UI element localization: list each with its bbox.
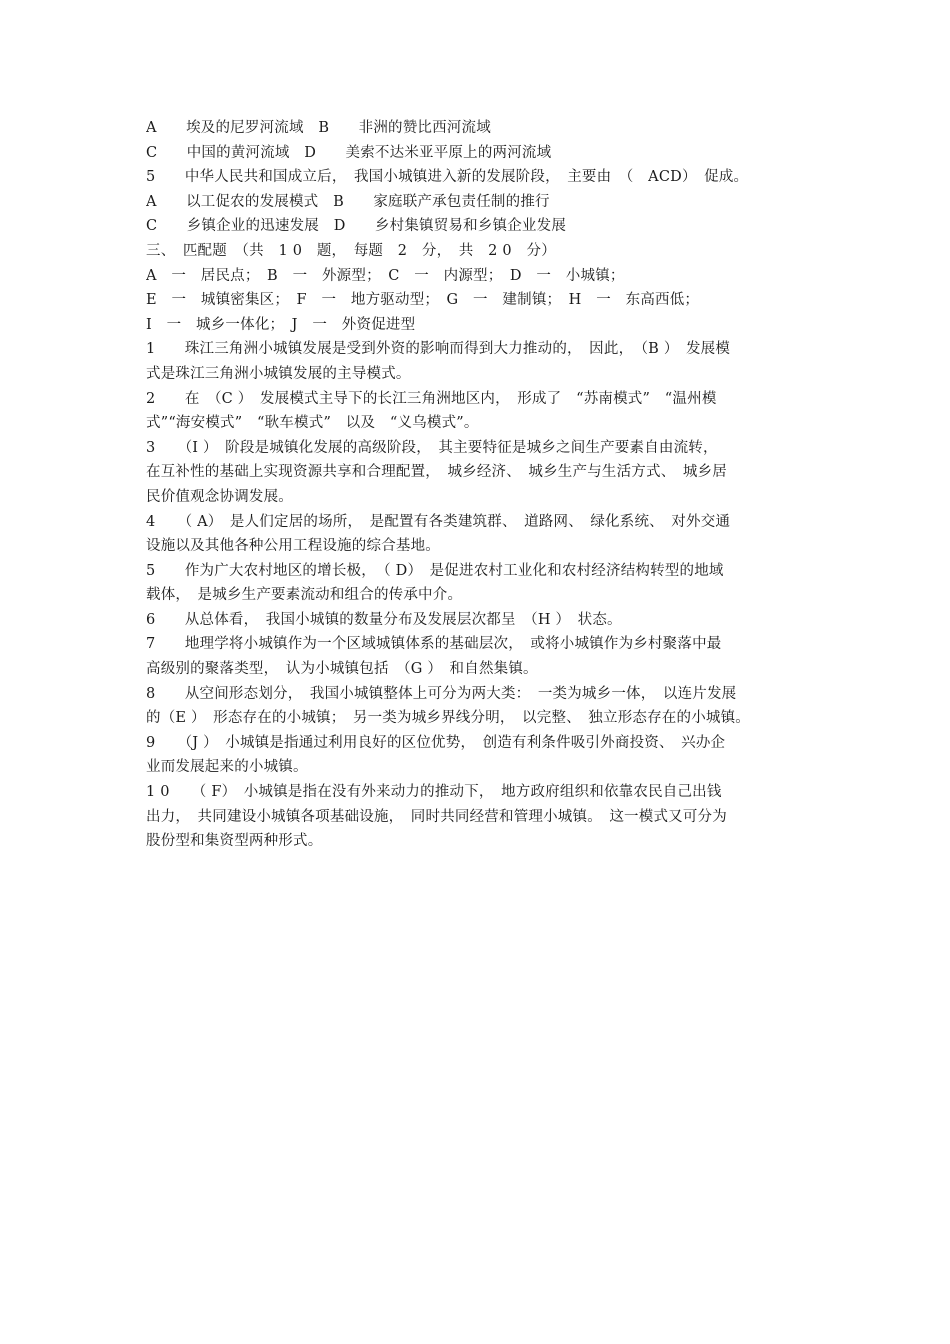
paragraph-line: 在互补性的基础上实现资源共享和合理配置， 城乡经济、 城乡生产与生活方式、 城乡居 bbox=[146, 464, 727, 481]
matching-options-line-1: A 一 居民点； B 一 外源型； C 一 内源型； D 一 小城镇； bbox=[146, 267, 625, 284]
document-page bbox=[146, 116, 808, 854]
question-5: 5 中华人民共和国成立后， 我国小城镇进入新的发展阶段， 主要由 （ ACD） 促成。 bbox=[146, 169, 749, 186]
paragraph-line: 8 从空间形态划分， 我国小城镇整体上可分为两大类： 一类为城乡一体， 以连片发展 bbox=[146, 685, 737, 702]
matching-question-8 bbox=[146, 682, 808, 731]
paragraph-line: 高级别的聚落类型， 认为小城镇包括 （G ） 和自然集镇。 bbox=[146, 661, 538, 678]
paragraph-line: 式”“海安模式” “耿车模式” 以及 “义乌模式”。 bbox=[146, 415, 479, 432]
section-heading-matching: 三、 匹配题 （共 1 0 题， 每题 2 分， 共 2 0 分） bbox=[146, 242, 556, 259]
paragraph-line: 7 地理学将小城镇作为一个区域城镇体系的基础层次， 或将小城镇作为乡村聚落中最 bbox=[146, 636, 722, 653]
paragraph-line: 设施以及其他各种公用工程设施的综合基地。 bbox=[146, 538, 440, 555]
paragraph-line: 股份型和集资型两种形式。 bbox=[146, 833, 323, 850]
paragraph-line: 民价值观念协调发展。 bbox=[146, 488, 293, 505]
paragraph-line: 1 珠江三角洲小城镇发展是受到外资的影响而得到大力推动的， 因此， （B ） 发展模 bbox=[146, 341, 731, 358]
paragraph-line: 业而发展起来的小城镇。 bbox=[146, 759, 308, 776]
option-line-c-d: C 中国的黄河流域 D 美索不达米亚平原上的两河流域 bbox=[146, 144, 552, 161]
paragraph-line: 出力， 共同建设小城镇各项基础设施， 同时共同经营和管理小城镇。 这一模式又可分为 bbox=[146, 808, 727, 825]
paragraph-line: 3 （I ） 阶段是城镇化发展的高级阶段， 其主要特征是城乡之间生产要素自由流转， bbox=[146, 439, 718, 456]
matching-options-line-3: I 一 城乡一体化； J 一 外资促进型 bbox=[146, 316, 416, 333]
paragraph-line: 9 （J ） 小城镇是指通过利用良好的区位优势， 创造有利条件吸引外商投资、 兴办企 bbox=[146, 734, 726, 751]
matching-question-9 bbox=[146, 731, 808, 780]
paragraph-line: 式是珠江三角洲小城镇发展的主导模式。 bbox=[146, 365, 411, 382]
paragraph-line: 1 0 （ F） 小城镇是指在没有外来动力的推动下， 地方政府组织和依靠农民自己出钱 bbox=[146, 784, 722, 801]
matching-question-6 bbox=[146, 608, 808, 633]
matching-question-7 bbox=[146, 632, 808, 681]
matching-question-3 bbox=[146, 436, 808, 510]
matching-options-line-2: E 一 城镇密集区； F 一 地方驱动型； G 一 建制镇； H 一 东高西低； bbox=[146, 292, 700, 309]
matching-question-10 bbox=[146, 780, 808, 854]
matching-question-2 bbox=[146, 387, 808, 436]
paragraph-line: 5 作为广大农村地区的增长极， （ D） 是促进农村工业化和农村经济结构转型的地域 bbox=[146, 562, 724, 579]
option-line-a-b: A 埃及的尼罗河流域 B 非洲的赞比西河流域 bbox=[146, 120, 491, 136]
paragraph-line: 2 在 （C ） 发展模式主导下的长江三角洲地区内， 形成了 “苏南模式” “温州模 bbox=[146, 390, 717, 407]
option-line-a-b-2: A 以工促农的发展模式 B 家庭联产承包责任制的推行 bbox=[146, 193, 550, 210]
option-line-c-d-2: C 乡镇企业的迅速发展 D 乡村集镇贸易和乡镇企业发展 bbox=[146, 218, 567, 235]
paragraph-line: 载体， 是城乡生产要素流动和组合的传承中介。 bbox=[146, 587, 463, 604]
matching-question-1 bbox=[146, 337, 808, 386]
matching-question-5 bbox=[146, 559, 808, 608]
paragraph-line: 6 从总体看， 我国小城镇的数量分布及发展层次都呈 （H ） 状态。 bbox=[146, 611, 622, 628]
paragraph-line: 的（E ） 形态存在的小城镇； 另一类为城乡界线分明， 以完整、 独立形态存在的小城镇。 bbox=[146, 710, 750, 727]
matching-question-4 bbox=[146, 510, 808, 559]
paragraph-line: 4 （ A） 是人们定居的场所， 是配置有各类建筑群、 道路网、 绿化系统、 对外交通 bbox=[146, 513, 731, 530]
